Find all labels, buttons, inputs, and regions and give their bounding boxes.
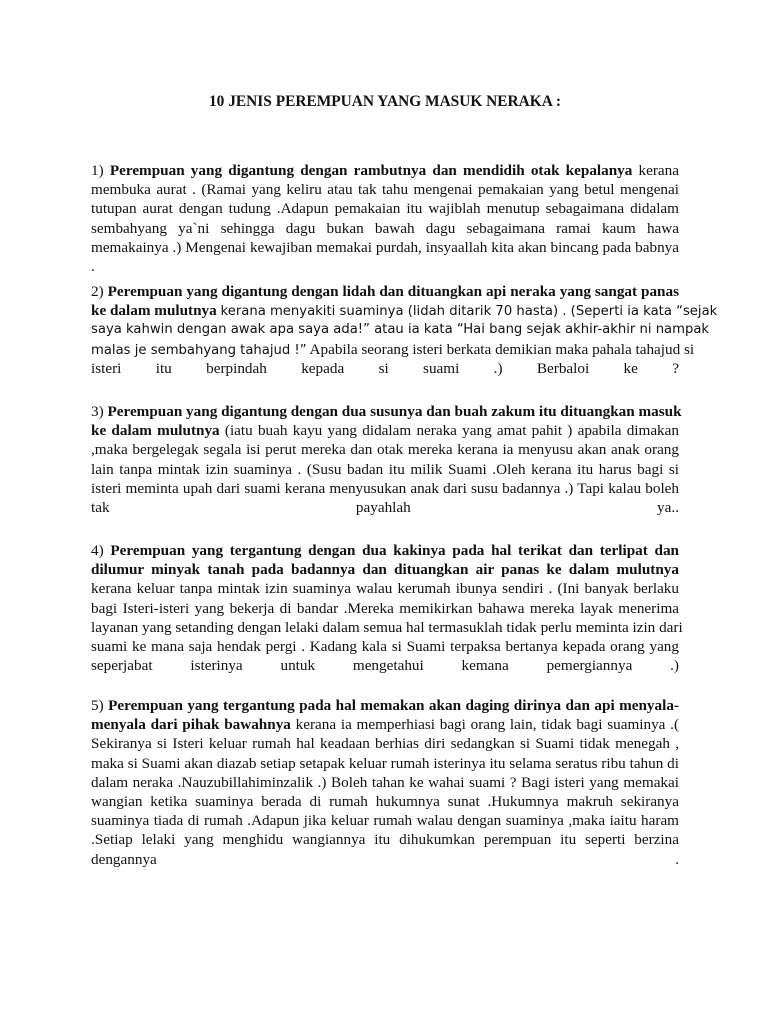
paragraph-5-line-1 — [91, 696, 679, 715]
paragraph-4 — [91, 541, 683, 675]
paragraph-2-line-5: isteri itu berpindah kepada si suami .) Berbaloi ke ? — [91, 359, 679, 377]
paragraph-4-line-4: bagi Isteri-isteri yang bekerja di bandar .Mereka memikirkan bahawa mereka layak menerima — [91, 599, 679, 617]
paragraph-1 — [91, 161, 679, 276]
paragraph-2-line-1 — [91, 282, 679, 301]
paragraph-5-line-6: wangian ketika suaminya berada di rumah hukumnya sunat .Hukumnya makruh sekiranya — [91, 792, 679, 810]
bold-heading: menyala dari pihak bawahnya — [91, 716, 291, 734]
bold-heading: Perempuan yang tergantung pada hal memakan akan daging dirinya dan api menyala- — [108, 697, 679, 714]
paragraph-5 — [91, 696, 679, 869]
paragraph-2-line-2 — [91, 301, 718, 320]
bold-heading: Perempuan yang digantung dengan rambutnya dan mendidih otak kepalanya — [109, 162, 633, 179]
paragraph-3 — [91, 402, 682, 517]
paragraph-4-line-7: seperjabat isterinya untuk mengetahui kemana pemergiannya .) — [91, 657, 679, 675]
paragraph-1-line-4: sembahyang ya`ni sehingga dagu bukan bawah dagu sebagaimana ramai kaum hawa — [91, 219, 679, 237]
paragraph-1-line-5: memakainya .) Mengenai kewajiban memakai purdah, insyaallah kita akan bincang pada babnya — [91, 238, 679, 256]
paragraph-number: 1) — [91, 162, 104, 179]
paragraph-4-line-1 — [91, 541, 679, 560]
paragraph-1-line-3: tutupan aurat dengan tudung .Adapun pemakaian itu wajiblah menutup sebagaimana didalam — [91, 200, 679, 218]
paragraph-3-line-1 — [91, 402, 682, 421]
paragraph-4-line-3: kerana keluar tanpa mintak izin suaminya walau kerumah ibunya sendiri . (Ini banyak berlaku — [91, 580, 679, 598]
paragraph-number: 3) — [91, 403, 104, 420]
paragraph-2-line-4 — [91, 340, 695, 359]
paragraph-5-line-4: maka si Suami akan diazab setiap setapak keluar rumah isterinya itu selama seratus ribu tahun di — [91, 754, 679, 772]
paragraph-3-line-3: ,maka bergelegak segala isi perut mereka dan otak mereka kerana ia menyusu akan anak orang — [91, 441, 679, 459]
paragraph-3-line-4: lain tanpa mintak izin suaminya . (Susu badan itu milik Suami .Oleh kerana itu harus bagi si — [91, 460, 679, 478]
paragraph-5-line-8: .Setiap lelaki yang menghidu wangiannya itu dihukumkan perempuan itu seperti berzina — [91, 831, 679, 849]
text-run: kerana — [638, 162, 679, 179]
paragraph-4-line-6: suami ke mana saja hendak pergi . Kadang kala si Suami terpaksa bertanya kepada orang yang — [91, 637, 679, 655]
paragraph-3-line-6: tak payahlah ya.. — [91, 498, 679, 516]
paragraph-1-line-2: membuka aurat . (Ramai yang keliru atau tak tahu mengenai pemakaian yang betul mengenai — [91, 181, 679, 199]
text-run: Apabila seorang isteri berkata demikian maka pahala tahajud si — [309, 340, 695, 358]
bold-heading: ke dalam mulutnya — [91, 302, 217, 320]
text-run: kerana ia memperhiasi bagi orang lain, tidak bagi suaminya .( — [295, 716, 680, 734]
paragraph-number: 4) — [91, 542, 104, 559]
paragraph-3-line-2 — [91, 421, 679, 440]
paragraph-2-line-3: saya kahwin dengan awak apa saya ada!” atau ia kata “Hai bang sejak akhir-akhir ni nampak — [91, 322, 710, 338]
document-page — [91, 0, 718, 1024]
text-run: malas je sembahyang tahajud !” — [91, 342, 307, 358]
text-run: (iatu buah kayu yang didalam neraka yang amat pahit ) apabila dimakan — [224, 422, 679, 440]
paragraph-number: 2) — [91, 283, 104, 300]
paragraph-4-line-5: layanan yang setanding dengan lelaki dalam semua hal termasuklah tidak perlu meminta izin dari — [91, 618, 683, 636]
paragraph-2 — [91, 282, 718, 378]
paragraph-3-line-5: isteri meminta upah dari suami kerana menyusukan anak dari susu badannya .) Tapi kalau boleh — [91, 479, 679, 497]
document-title: 10 JENIS PEREMPUAN YANG MASUK NERAKA : — [208, 93, 561, 110]
paragraph-number: 5) — [91, 697, 104, 714]
paragraph-4-line-2: dilumur minyak tanah pada badannya dan dituangkan air panas ke dalam mulutnya — [91, 561, 679, 579]
text-run: kerana menyakiti suaminya (lidah ditarik 70 hasta) . (Seperti ia kata “sejak — [220, 304, 718, 320]
paragraph-5-line-2 — [91, 715, 679, 734]
bold-heading: Perempuan yang digantung dengan lidah dan dituangkan api neraka yang sangat panas — [107, 283, 679, 300]
paragraph-5-line-5: dalam neraka .Nauzubillahiminzalik .) Boleh tahan ke wahai suami ? Bagi isteri yang memakai — [91, 773, 679, 791]
paragraph-1-line-1 — [91, 161, 679, 180]
bold-heading: Perempuan yang tergantung dengan dua kakinya pada hal terikat dan terlipat dan — [110, 542, 679, 559]
bold-heading: ke dalam mulutnya — [91, 422, 220, 440]
paragraph-5-line-7: suaminya tiada di rumah .Adapun jika keluar rumah walau dengan suaminya ,maka iaitu haram — [91, 812, 679, 830]
bold-heading: Perempuan yang digantung dengan dua susunya dan buah zakum itu dituangkan masuk — [107, 403, 682, 420]
paragraph-5-line-3: Sekiranya si Isteri keluar rumah hal keadaan berhias diri sedangkan si Suami tidak menegah , — [91, 735, 679, 753]
paragraph-1-line-6: . — [91, 257, 95, 275]
paragraph-5-line-9: dengannya . — [91, 850, 679, 868]
